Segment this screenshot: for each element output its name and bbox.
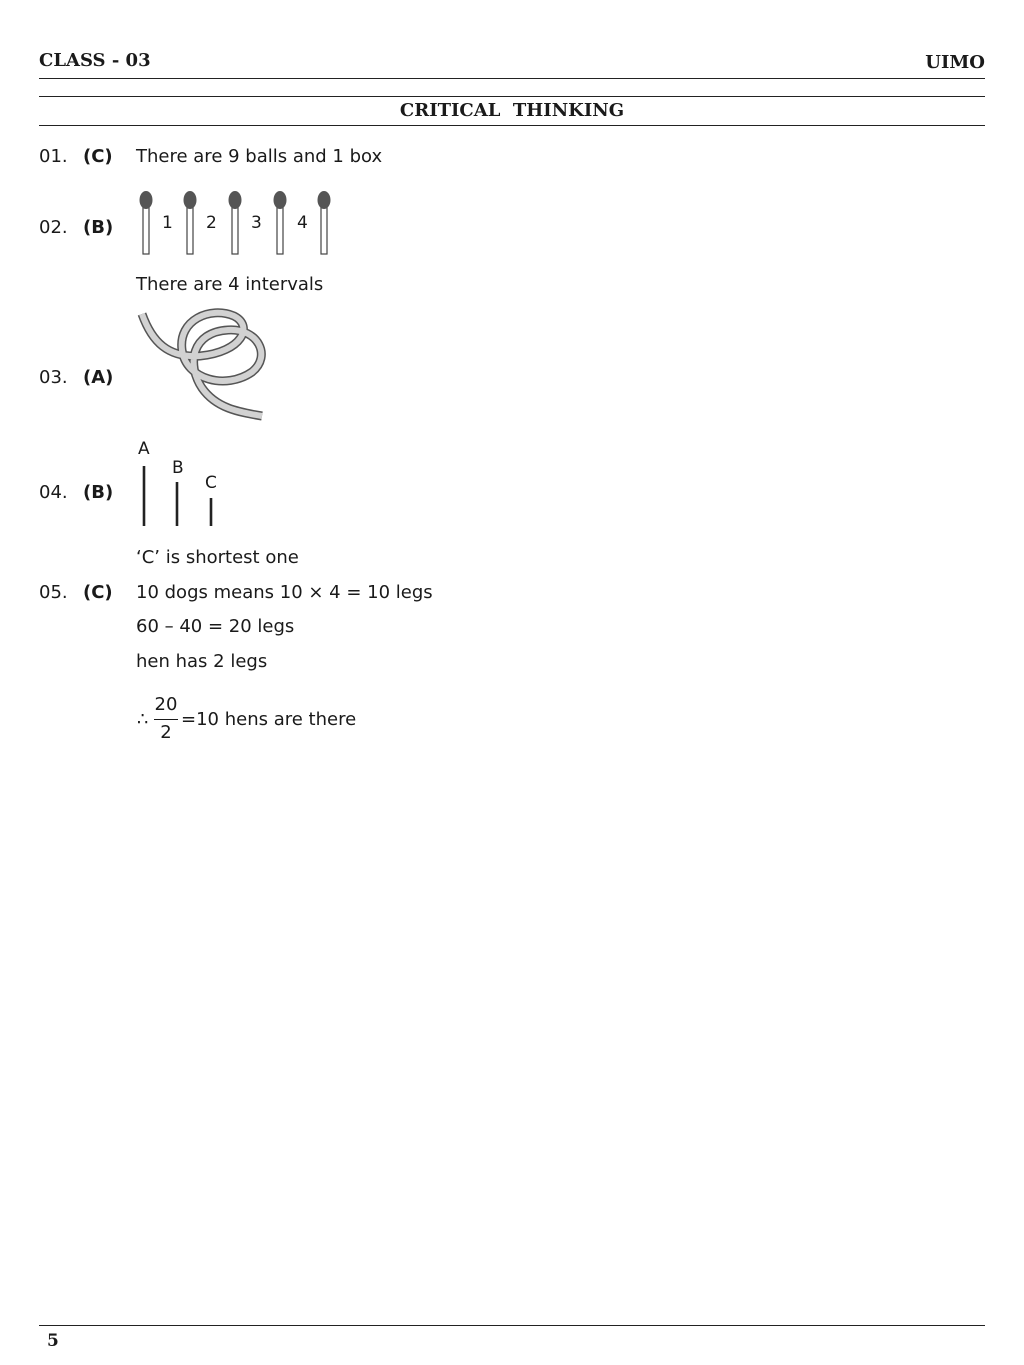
question-number: 01.	[39, 146, 68, 167]
answer-option: (C)	[83, 146, 113, 167]
page-number: 5	[47, 1331, 59, 1351]
solution-text: 10 dogs means 10 × 4 = 10 legs	[136, 582, 433, 603]
fraction	[154, 694, 178, 744]
matchstick	[140, 191, 153, 254]
conclusion-text: =10 hens are there	[181, 709, 357, 730]
header-rule	[39, 78, 985, 79]
stick-label: A	[138, 439, 150, 459]
matchstick	[184, 191, 197, 254]
interval-label: 1	[162, 213, 173, 233]
fraction-numerator: 20	[154, 694, 178, 715]
answer-option: (B)	[83, 482, 114, 503]
rope-knot-figure	[134, 308, 270, 424]
matchstick	[318, 191, 331, 254]
sticks-figure	[136, 460, 226, 530]
interval-label: 2	[206, 213, 217, 233]
section-rule-top	[39, 96, 985, 97]
answer-option: (A)	[83, 367, 114, 388]
question-number: 04.	[39, 482, 68, 503]
stick-label: B	[172, 458, 184, 478]
solution-text: hen has 2 legs	[136, 651, 268, 672]
footer-rule	[39, 1325, 985, 1326]
brand-label: UIMO	[925, 52, 985, 73]
class-label: CLASS - 03	[39, 50, 151, 71]
answer-option: (B)	[83, 217, 114, 238]
fraction-bar	[154, 719, 178, 720]
question-number: 03.	[39, 367, 68, 388]
matchstick	[229, 191, 242, 254]
solution-text: There are 9 balls and 1 box	[136, 146, 383, 167]
answer-option: (C)	[83, 582, 113, 603]
interval-label: 4	[297, 213, 308, 233]
solution-text: 60 – 40 = 20 legs	[136, 616, 295, 637]
stick-label: C	[205, 473, 217, 493]
solution-text: There are 4 intervals	[136, 274, 324, 295]
interval-label: 3	[251, 213, 262, 233]
solution-text: ‘C’ is shortest one	[136, 547, 299, 568]
matchstick	[274, 191, 287, 254]
fraction-denominator: 2	[160, 722, 172, 743]
therefore-symbol: ∴	[137, 709, 149, 730]
section-rule-bottom	[39, 125, 985, 126]
question-number: 05.	[39, 582, 68, 603]
question-number: 02.	[39, 217, 68, 238]
section-title: CRITICAL THINKING	[399, 100, 625, 121]
